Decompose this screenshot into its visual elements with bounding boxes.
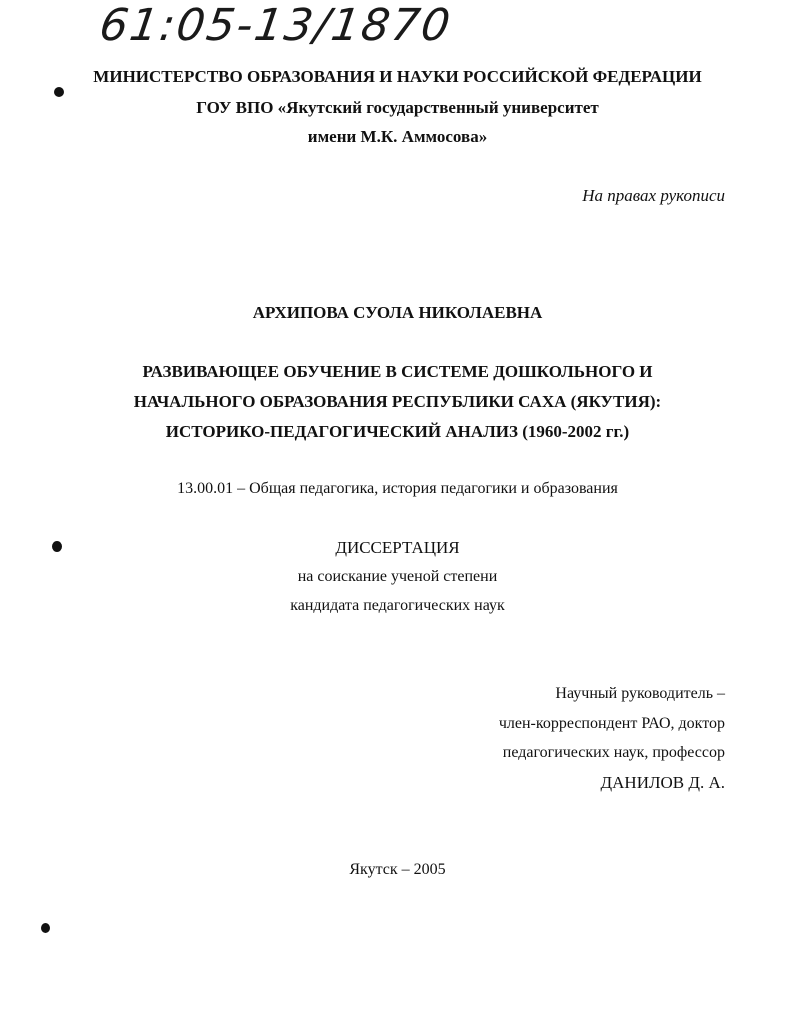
specialty-code: 13.00.01 – Общая педагогика, история педагогики и образования (177, 480, 618, 497)
title-line-2: НАЧАЛЬНОГО ОБРАЗОВАНИЯ РЕСПУБЛИКИ САХА (ЯКУТИЯ): (133, 392, 662, 411)
supervisor-line-2: член-корреспондент РАО, доктор (498, 715, 725, 732)
degree-line-1: на соискание ученой степени (297, 568, 498, 585)
dissertation-label: ДИССЕРТАЦИЯ (335, 538, 460, 557)
author-name: АРХИПОВА СУОЛА НИКОЛАЕВНА (252, 303, 543, 322)
title-line-3: ИСТОРИКО-ПЕДАГОГИЧЕСКИЙ АНАЛИЗ (1960-2002 гг.) (165, 422, 630, 441)
title-line-1: РАЗВИВАЮЩЕЕ ОБУЧЕНИЕ В СИСТЕМЕ ДОШКОЛЬНОГО И (142, 362, 653, 381)
ministry-heading: МИНИСТЕРСТВО ОБРАЗОВАНИЯ И НАУКИ РОССИЙСКОЙ ФЕДЕРАЦИИ (93, 67, 702, 86)
supervisor-line-1: Научный руководитель – (555, 685, 725, 702)
degree-line-2: кандидата педагогических наук (290, 597, 505, 614)
university-line-2: имени М.К. Аммосова» (307, 127, 488, 146)
punch-hole-mark (41, 923, 50, 933)
punch-hole-mark (54, 87, 64, 97)
handwritten-catalog-number: 61:05-13/1870 (96, 0, 456, 51)
supervisor-name: ДАНИЛОВ Д. А. (600, 773, 725, 792)
manuscript-note: На правах рукописи (582, 186, 725, 205)
supervisor-line-3: педагогических наук, профессор (502, 744, 725, 761)
university-line-1: ГОУ ВПО «Якутский государственный университет (196, 98, 599, 117)
place-year: Якутск – 2005 (349, 861, 446, 878)
